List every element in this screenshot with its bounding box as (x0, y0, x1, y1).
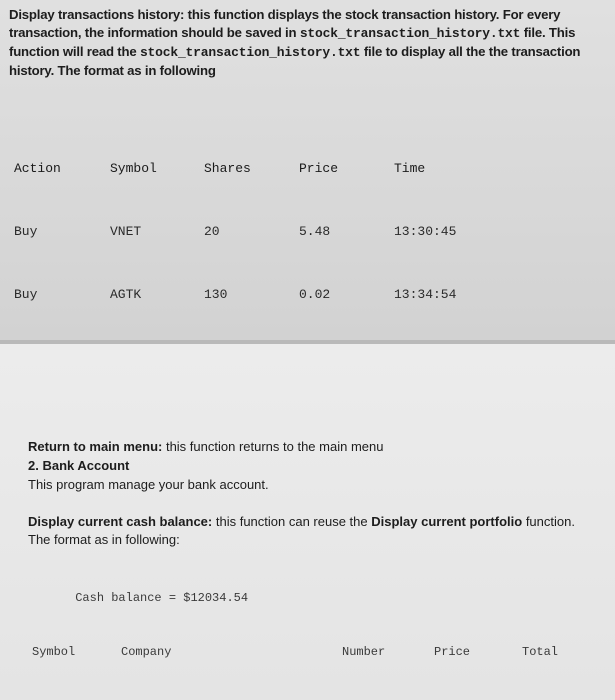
intro-text-3: file to display all the the transaction history. The format as in following (9, 44, 581, 78)
intro-heading: Display transactions history: (9, 7, 185, 22)
bank-account-text (28, 476, 613, 494)
column-header: Symbol (32, 645, 76, 659)
intro-paragraph (9, 6, 609, 80)
cash-reference: Display current portfolio (371, 514, 523, 529)
cash-text-3: The format as in following: (28, 532, 180, 547)
portfolio-total-line (35, 678, 615, 700)
table-cell: Buy (14, 287, 38, 302)
intro-text-1: this function displays the stock transaction history. For every transaction, the information should be saved in (9, 7, 561, 40)
cash-heading: Display current cash balance: (28, 514, 213, 529)
table-cell: 130 (204, 287, 228, 302)
intro-text-2: file. This function will read the (9, 25, 576, 59)
upper-page (0, 0, 615, 340)
cash-balance-value: Cash balance = $12034.54 (75, 591, 249, 605)
intro-filename-2: stock_transaction_history.txt (139, 45, 361, 60)
portfolio-table (32, 605, 612, 665)
transaction-history-table (14, 116, 614, 302)
table-cell: AGTK (110, 287, 142, 302)
column-header: Shares (204, 161, 251, 176)
column-header: Time (394, 161, 426, 176)
cash-balance-section (28, 513, 613, 531)
table-cell: 13:34:54 (394, 287, 457, 302)
bank-heading-text: 2. Bank Account (28, 458, 130, 473)
cash-format-text (28, 531, 613, 549)
column-header: Company (121, 645, 172, 659)
return-menu-section (28, 438, 613, 456)
column-header: Action (14, 161, 61, 176)
cash-text-1: this function can reuse the (212, 514, 372, 529)
cash-text-2: function. (522, 514, 575, 529)
table-cell: 20 (204, 224, 220, 239)
column-header: Price (434, 645, 471, 659)
table-cell: 13:30:45 (394, 224, 457, 239)
bank-text: This program manage your bank account. (28, 477, 269, 492)
table-cell: Buy (14, 224, 38, 239)
table-cell: VNET (110, 224, 142, 239)
intro-filename-1: stock_transaction_history.txt (299, 26, 521, 41)
column-header: Number (342, 645, 386, 659)
column-header: Price (299, 161, 339, 176)
column-header: Total (522, 645, 559, 659)
lower-page (0, 344, 615, 700)
return-menu-heading: Return to main menu: (28, 439, 163, 454)
bank-account-heading (28, 457, 613, 475)
table-cell: 0.02 (299, 287, 331, 302)
column-header: Symbol (110, 161, 157, 176)
table-cell: 5.48 (299, 224, 331, 239)
return-menu-text: this function returns to the main menu (162, 439, 384, 454)
